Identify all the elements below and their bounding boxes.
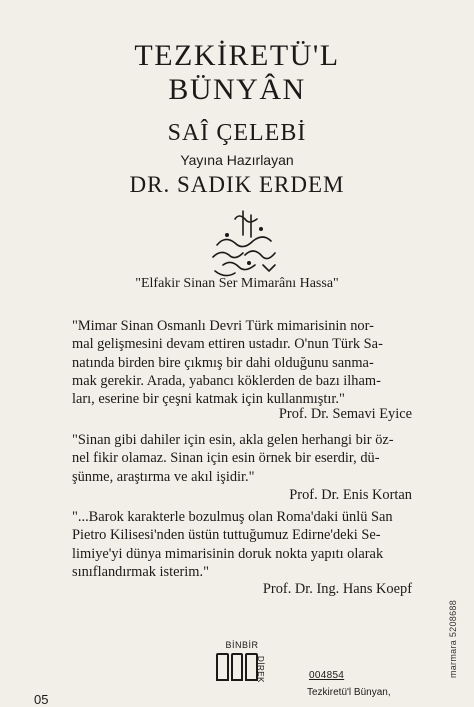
quote-line: ları, eserine bir çeşni katmak için kullanmıştır." xyxy=(72,391,345,408)
publisher-logo xyxy=(212,640,282,700)
quote-line: mal gelişmesini devam ettiren ustadır. O'nun Türk Sa- xyxy=(72,336,383,353)
quote-block xyxy=(72,431,414,486)
library-label: Tezkiretü'l Bünyan, xyxy=(307,687,391,698)
quote-block xyxy=(72,508,414,581)
quote-line: Pietro Kilisesi'nden üstün tuttuğumuz Edirne'deki Se- xyxy=(72,527,381,544)
book-author: SAÎ ÇELEBİ xyxy=(167,120,307,146)
quote-line: şünme, araştırma ve akıl işidir." xyxy=(72,468,255,485)
quote-attribution: Prof. Dr. Semavi Eyice xyxy=(278,406,412,422)
quote-line: natında birden bire çıkmış bir dahi olduğunu sanma- xyxy=(72,354,374,371)
book-editor: DR. SADIK ERDEM xyxy=(129,172,345,197)
quote-line: sınıflandırmak isterim." xyxy=(72,563,209,580)
calligraphy-signature-icon xyxy=(205,205,285,280)
library-code: 004854 xyxy=(309,670,345,681)
book-title-line-2: BÜNYÂN xyxy=(168,73,306,106)
quote-line: mak gerekir. Arada, yabancı köklerden de bazı ilham- xyxy=(72,372,381,389)
calligraphy-caption: "Elfakir Sinan Ser Mimarânı Hassa" xyxy=(135,276,339,291)
prepared-by-label: Yayına Hazırlayan xyxy=(180,152,294,168)
quote-line: nel fikir olamaz. Sinan için esin örnek bir eserdir, dü- xyxy=(72,450,380,467)
quote-line: "Mimar Sinan Osmanlı Devri Türk mimarisinin nor- xyxy=(72,318,374,334)
book-title-line-1: TEZKİRETÜ'L xyxy=(134,39,340,72)
publisher-name: BİNBİR xyxy=(225,640,259,650)
quote-line: "Sinan gibi dahiler için esin, akla gelen herhangi bir öz- xyxy=(72,432,394,448)
page-number: 05 xyxy=(34,692,49,707)
columns-icon xyxy=(216,653,258,681)
quote-block xyxy=(72,317,414,408)
publisher-side-text: DİREK xyxy=(256,656,265,683)
quote-attribution: Prof. Dr. Enis Kortan xyxy=(289,487,412,503)
library-stamp: marmara 5208688 xyxy=(448,600,458,679)
quote-line: "...Barok karakterle bozulmuş olan Roma'daki ünlü San xyxy=(72,509,393,525)
quote-line: limiye'yi dünya mimarisinin doruk nokta yapıtı olarak xyxy=(72,545,384,562)
quote-attribution: Prof. Dr. Ing. Hans Koepf xyxy=(262,581,412,597)
